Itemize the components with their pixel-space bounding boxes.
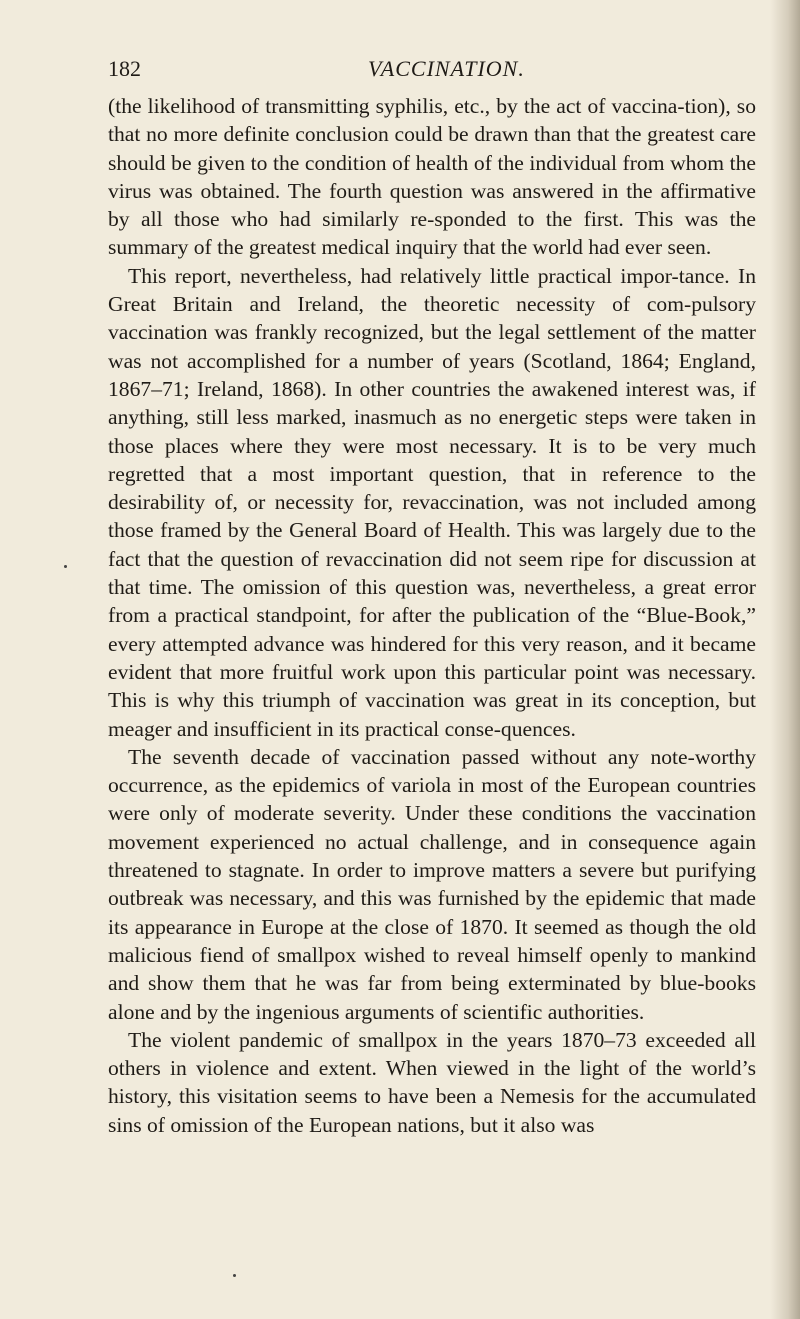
paragraph-continued: (the likelihood of transmitting syphilis, etc., by the act of vaccina-tion), so that no more definite conclusion could be drawn than that the greatest care should be given to the condition of health of the individual from whom the virus was obtained. The fourth question was answered in the affirmative by all those who had similarly re-sponded to the first. This was the summary of the greatest medical inquiry that the world had ever seen. — [108, 94, 756, 260]
paragraph: The violent pandemic of smallpox in the years 1870–73 exceeded all others in violence and extent. When viewed in the light of the world’s history, this visitation seems to have been a Nemesis for the accumulated sins of omission of the European nations, but it also was — [108, 1027, 756, 1137]
print-speck — [233, 1274, 236, 1277]
running-head-title: VACCINATION. — [368, 56, 525, 81]
page-number: 182 — [108, 56, 141, 81]
paragraph: The seventh decade of vaccination passed without any note-worthy occurrence, as the epidemics of variola in most of the European countries were only of moderate severity. Under these conditions the vaccination movement experienced no actual challenge, and in consequence again threatened to stagnate. In order to improve matters a severe but purifying outbreak was necessary, and this was furnished by the epidemic that made its appearance in Europe at the close of 1870. It seemed as though the old malicious fiend of smallpox wished to reveal himself openly to mankind and show them that he was far from being exterminated by blue-books alone and by the ingenious arguments of scientific authorities. — [108, 744, 756, 1024]
print-speck — [64, 565, 67, 568]
running-head — [108, 56, 756, 88]
page-edge-shadow — [770, 0, 800, 1319]
paragraph: This report, nevertheless, had relatively little practical impor-tance. In Great Britain and Ireland, the theoretic necessity of com-pulsory vaccination was frankly recognized, but the legal settlement of the matter was not accomplished for a number of years (Scotland, 1864; England, 1867–71; Ireland, 1868). In other countries the awakened interest was, if anything, still less marked, inasmuch as no energetic steps were taken in those places where they were most necessary. It is to be very much regretted that a most important question, that in reference to the desirability of, or necessity for, revaccination, was not included among those framed by the General Board of Health. This was largely due to the fact that the question of revaccination did not seem ripe for discussion at that time. The omission of this question was, nevertheless, a great error from a practical standpoint, for after the publication of the “Blue-Book,” every attempted advance was hindered for this very reason, and it became evident that more fruitful work upon this particular point was necessary. This is why this triumph of vaccination was great in its conception, but meager and insufficient in its practical conse-quences. — [108, 263, 756, 741]
body-text — [108, 92, 756, 1139]
